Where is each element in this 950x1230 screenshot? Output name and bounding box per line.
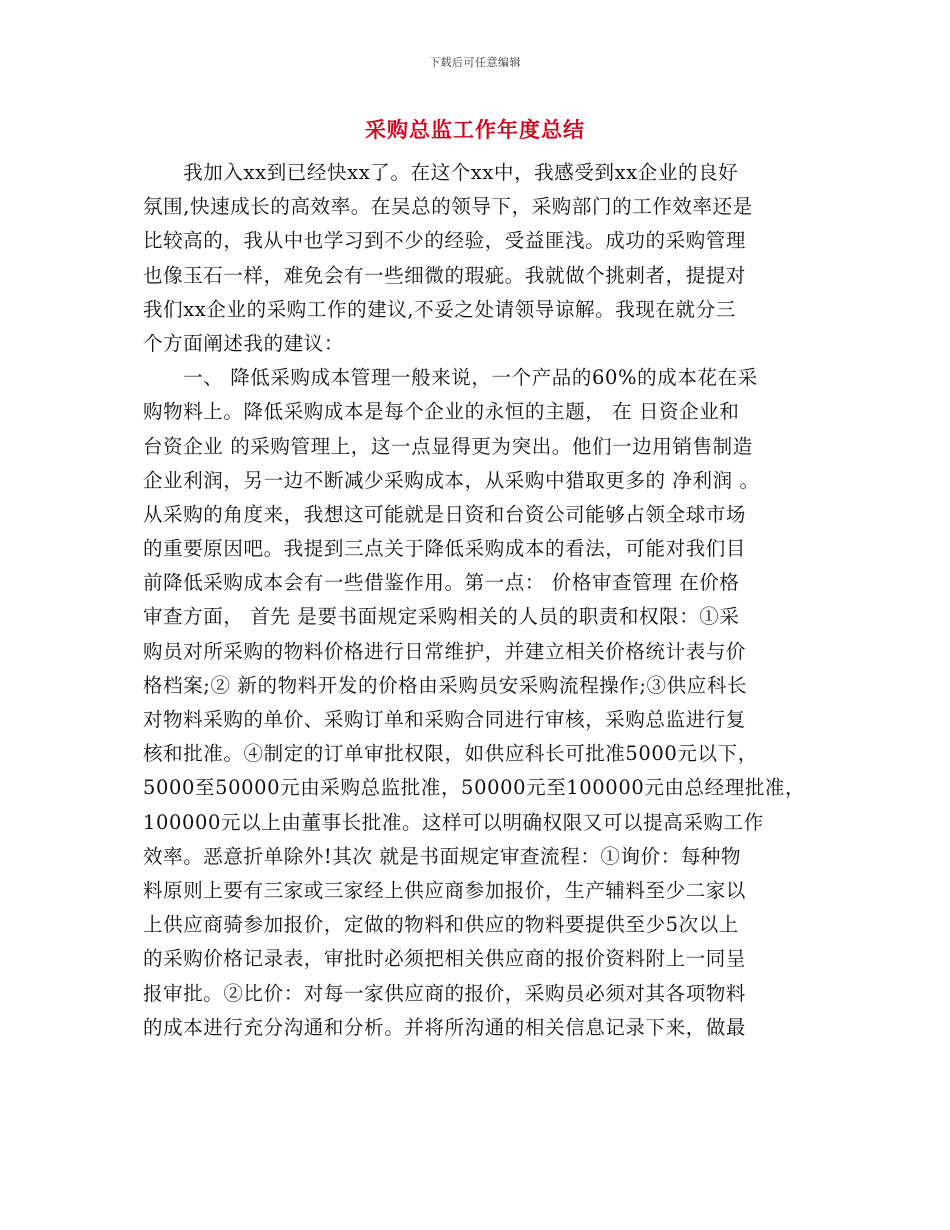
body-line: 上供应商骑参加报价，定做的物料和供应的物料要提供至少5次以上 (143, 913, 739, 937)
body-line: 对物料采购的单价、采购订单和采购合同进行审核，采购总监进行复 (143, 708, 747, 731)
body-line: 台资企业 的采购管理上，这一点显得更为突出。他们一边用销售制造 (143, 434, 753, 458)
body-line: 购物料上。降低采购成本是每个企业的永恒的主题， 在 日资企业和 (143, 400, 740, 424)
body-line: 100000元以上由董事长批准。这样可以明确权限又可以提高采购工作 (143, 810, 764, 834)
body-line: 企业利润，另一边不断减少采购成本，从采购中猎取更多的 净利润 。 (143, 468, 760, 492)
body-line: 5000至50000元由采购总监批准，50000元至100000元由总经理批准， (143, 776, 806, 800)
body-line: 格档案;② 新的物料开发的价格由采购员安采购流程操作;③供应科长 (143, 673, 748, 697)
body-line: 核和批准。④制定的订单审批权限，如供应科长可批准5000元以下， (143, 742, 758, 766)
body-line: 一、 降低采购成本管理一般来说，一个产品的60%的成本花在采 (143, 366, 758, 390)
header-note: 下载后可任意编辑 (429, 56, 521, 69)
body-line: 我们xx企业的采购工作的建议,不妥之处请领导谅解。我现在就分三 (143, 297, 736, 321)
document-body (143, 160, 808, 1049)
body-line: 审查方面， 首先 是要书面规定采购相关的人员的职责和权限：①采 (143, 605, 740, 629)
body-line: 从采购的角度来，我想这可能就是日资和台资公司能够占领全球市场 (143, 502, 747, 526)
body-line: 购员对所采购的物料价格进行日常维护，并建立相关价格统计表与价 (143, 639, 747, 663)
body-line: 效率。恶意折单除外!其次 就是书面规定审查流程：①询价：每种物 (143, 844, 742, 868)
body-line: 的重要原因吧。我提到三点关于降低采购成本的看法，可能对我们目 (143, 537, 747, 561)
body-line: 的采购价格记录表，审批时必须把相关供应商的报价资料附上一同呈 (143, 947, 747, 971)
body-line: 比较高的，我从中也学习到不少的经验，受益匪浅。成功的采购管理 (143, 229, 747, 253)
body-line: 的成本进行充分沟通和分析。并将所沟通的相关信息记录下来，做最 (143, 1015, 747, 1039)
document-title: 采购总监工作年度总结 (365, 118, 585, 142)
body-line: 料原则上要有三家或三家经上供应商参加报价，生产辅料至少二家以 (143, 878, 747, 902)
body-line: 个方面阐述我的建议： (143, 331, 345, 355)
body-line: 也像玉石一样，难免会有一些细微的瑕疵。我就做个挑刺者，提提对 (143, 263, 747, 287)
body-line: 前降低采购成本会有一些借鉴作用。第一点： 价格审查管理 在价格 (143, 571, 740, 595)
body-line: 报审批。②比价：对每一家供应商的报价，采购员必须对其各项物料 (143, 981, 747, 1005)
body-line: 氛围,快速成长的高效率。在吴总的领导下，采购部门的工作效率还是 (143, 195, 753, 219)
body-line: 我加入xx到已经快xx了。在这个xx中，我感受到xx企业的良好 (143, 161, 739, 184)
